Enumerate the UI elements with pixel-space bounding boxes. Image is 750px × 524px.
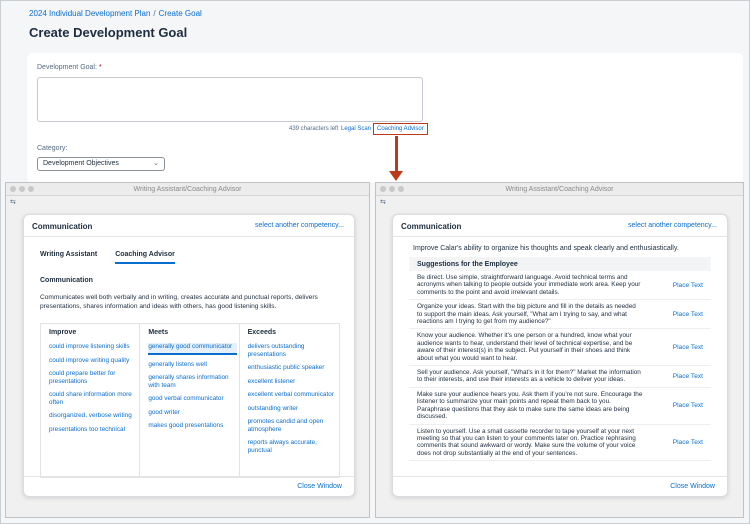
table-row — [409, 271, 711, 300]
window-titlebar — [376, 183, 743, 196]
tab-coaching-advisor[interactable]: Coaching Advisor — [115, 251, 175, 264]
list-item-selected[interactable]: generally good communicator — [148, 343, 236, 355]
column-improve — [41, 324, 140, 477]
chevron-down-icon: ⌄ — [153, 160, 159, 167]
place-text-link[interactable]: Place Text — [672, 343, 703, 351]
suggestion-text: Make sure your audience hears you. Ask them if you're not sure. Encourage the listener to summarize your main points and repeat them back to you. Paraphrase questions that they ask to make sure the same ideas are being discussed. — [417, 390, 643, 421]
select-competency-link[interactable]: select another competency... — [255, 222, 344, 229]
window-close-dot[interactable] — [10, 186, 16, 192]
suggestion-text: Know your audience. Whether it's one person or a hundred, know what your audience wants to hear, understand their level of technical expertise, and be aware of their interest(s) in the subject. Put yourself in their shoes and think about what you would want to hear. — [417, 332, 633, 362]
competency-description: Communicates well both verbally and in writing, creates accurate and punctual reports, delivers presentations, shares information and ideas with others, has good listening skills. — [40, 294, 318, 310]
place-text-link[interactable]: Place Text — [672, 402, 703, 410]
window-controls — [380, 186, 404, 192]
dialog-footer — [393, 476, 727, 496]
suggestion-text: Sell your audience. Ask yourself, "What's in it for them?" Market the information to their interests, and use their interests as a vehicle to deliver your ideas. — [417, 369, 641, 384]
list-item[interactable]: could prepare better for presentations — [49, 370, 116, 385]
coaching-advisor-link[interactable]: Coaching Advisor — [373, 123, 428, 135]
tab-writing-assistant[interactable]: Writing Assistant — [40, 251, 98, 258]
suggestions-header: Suggestions for the Employee — [409, 257, 711, 271]
category-select-value: Development Objectives — [43, 160, 119, 167]
column-header: Exceeds — [247, 329, 277, 336]
list-item[interactable]: good verbal communicator — [148, 395, 224, 402]
category-select[interactable] — [37, 157, 165, 171]
suggestion-text: Organize your ideas. Start with the big picture and fill in the details as needed to support the main ideas. Ask yourself, "What am I trying to say, and what reactions am I trying to get from my audience?" — [417, 303, 636, 326]
annotation-arrow — [395, 136, 398, 176]
swap-icon[interactable]: ⇆ — [380, 199, 386, 206]
list-item[interactable]: could share information more often — [49, 391, 132, 406]
performance-levels-table — [40, 323, 340, 478]
list-item[interactable]: promotes candid and open atmosphere — [247, 418, 324, 433]
window-zoom-dot[interactable] — [28, 186, 34, 192]
list-item[interactable]: presentations too technical — [49, 425, 126, 433]
list-item[interactable]: good writer — [148, 408, 180, 416]
list-item[interactable]: could improve listening skills — [49, 343, 130, 350]
window-minimize-dot[interactable] — [389, 186, 395, 192]
development-goal-input[interactable] — [37, 77, 423, 122]
window-close-dot[interactable] — [380, 186, 386, 192]
swap-icon[interactable]: ⇆ — [10, 199, 16, 206]
table-row — [409, 329, 711, 366]
goal-field-label — [37, 64, 102, 71]
dialog-header — [393, 215, 727, 237]
window-controls — [10, 186, 34, 192]
dialog-header — [24, 215, 354, 237]
window-title: Writing Assistant/Coaching Advisor — [133, 186, 242, 193]
list-item[interactable]: reports always accurate, punctual — [247, 439, 317, 454]
window-zoom-dot[interactable] — [398, 186, 404, 192]
goal-label-text: Development Goal: — [37, 64, 97, 71]
table-row — [409, 300, 711, 329]
place-text-link[interactable]: Place Text — [672, 310, 703, 318]
char-count: 439 characters left — [289, 126, 339, 132]
close-window-button[interactable]: Close Window — [670, 483, 715, 490]
coaching-dialog — [23, 214, 355, 497]
suggestions-table — [409, 257, 711, 461]
column-header: Meets — [148, 329, 169, 336]
select-competency-link[interactable]: select another competency... — [628, 222, 717, 229]
window-toolbar — [6, 196, 369, 210]
window-title: Writing Assistant/Coaching Advisor — [505, 186, 614, 193]
breadcrumb — [29, 9, 202, 18]
suggestion-text: Be direct. Use simple, straightforward language. Avoid technical terms and acronyms when talking to people outside your immediate work area. Keep your comments to the point and avoid irrelevant details. — [417, 274, 641, 296]
list-item[interactable]: makes good presentations — [148, 422, 224, 429]
place-text-link[interactable]: Place Text — [672, 438, 703, 446]
list-item[interactable]: excellent listener — [247, 377, 296, 385]
suggestions-dialog — [392, 214, 728, 497]
list-item[interactable]: generally shares information with team — [148, 374, 229, 389]
close-window-button[interactable]: Close Window — [297, 483, 342, 490]
column-meets — [140, 324, 239, 477]
page-title: Create Development Goal — [29, 25, 188, 40]
category-label: Category: — [37, 145, 68, 152]
list-item[interactable]: outstanding writer — [247, 404, 299, 412]
goal-form-card — [27, 53, 743, 183]
column-exceeds — [240, 324, 339, 477]
suggestion-text: Listen to yourself. Use a small cassette recorder to tape yourself at your next meeting so that you can listen to your comments later on. Practice rephrasing comments that sound awkward or wordy. Make sure the volume of your voice does not drop substantially at the end of your sentences. — [417, 427, 636, 457]
required-mark: * — [98, 64, 102, 71]
list-item[interactable]: enthusiastic public speaker — [247, 364, 325, 371]
window-toolbar — [376, 196, 743, 210]
dialog-title: Communication — [32, 222, 93, 231]
table-row — [409, 366, 711, 388]
table-row — [409, 425, 711, 462]
breadcrumb-parent-link[interactable]: 2024 Individual Development Plan — [29, 9, 151, 18]
coaching-advisor-window-left — [5, 182, 370, 518]
improvement-statement: Improve Calar's ability to organize his thoughts and speak clearly and enthusiastically. — [413, 245, 679, 252]
coaching-advisor-window-right — [375, 182, 744, 518]
breadcrumb-current[interactable]: Create Goal — [158, 9, 202, 18]
dialog-title: Communication — [401, 222, 462, 231]
list-item[interactable]: excellent verbal communicator — [247, 391, 334, 398]
window-titlebar — [6, 183, 369, 196]
window-minimize-dot[interactable] — [19, 186, 25, 192]
competency-heading: Communication — [40, 277, 93, 284]
annotation-arrow-head — [389, 171, 403, 181]
table-row — [409, 388, 711, 425]
list-item[interactable]: generally listens well — [148, 360, 207, 368]
place-text-link[interactable]: Place Text — [672, 372, 703, 380]
list-item[interactable]: could improve writing quality — [49, 356, 130, 364]
advisor-tabs — [40, 251, 175, 264]
column-header: Improve — [49, 329, 77, 336]
breadcrumb-separator: / — [153, 9, 156, 18]
list-item[interactable]: delivers outstanding presentations — [247, 343, 305, 358]
list-item[interactable]: disorganized, verbose writing — [49, 412, 132, 419]
place-text-link[interactable]: Place Text — [672, 281, 703, 289]
legal-scan-link[interactable]: Legal Scan — [341, 126, 372, 132]
dialog-footer — [24, 476, 354, 496]
